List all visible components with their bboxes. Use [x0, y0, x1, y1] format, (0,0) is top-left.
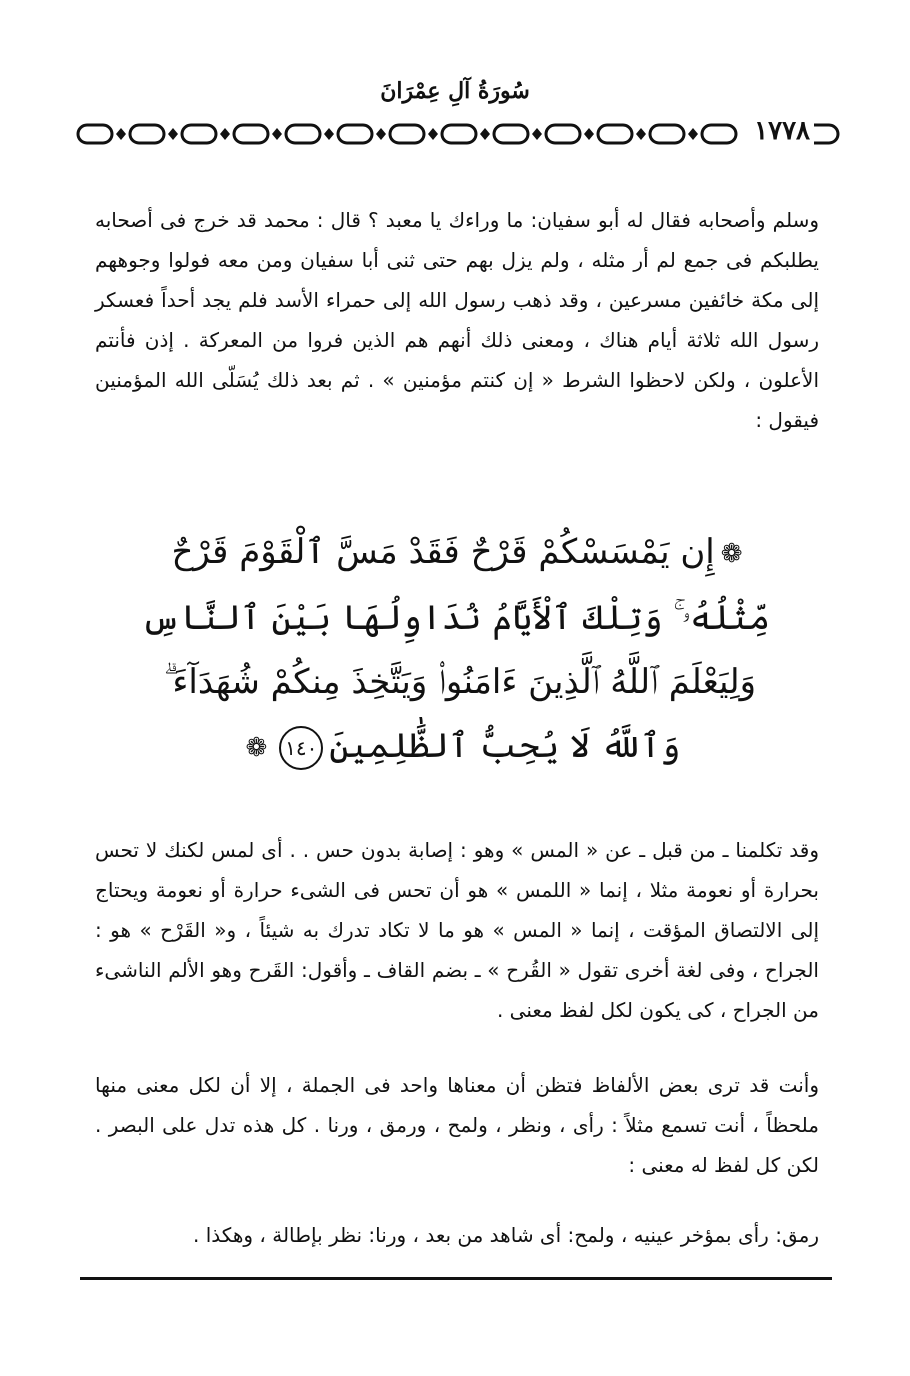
verse-start-ornament-icon: ❁	[720, 539, 743, 569]
page-number: ١٧٧٨	[750, 116, 814, 146]
commentary-paragraph-2: وقد تكلمنا ـ من قبل ـ عن « المس » وهو : إصابة بدون حس . . أى لمس لكنك لا تحس بحرارة أو نعومة مثلا ، إنما « اللمس » هو أن تحس فى الشىء حرارة أو نعومة ويحتاج إلى الالتصاق المؤقت ، إنما « المس » هو ما لا تكاد تدرك به شيئاً ، و« القَرْح » هو : الجراح ، وفى لغة أخرى تقول « القُرح » ـ بضم القاف ـ وأقول: القَرح وهو الألم الناشىء من الجراح ، كى يكون لكل لفظ معنى .	[95, 838, 819, 1022]
verse-end-ornament-icon: ❁	[245, 733, 268, 763]
commentary-paragraph-1: وسلم وأصحابه فقال له أبو سفيان: ما وراءك يا معبد ؟ قال : محمد قد خرج فى أصحابه يطلبكم فى جمع لم أر مثله ، ولم يزل بهم حتى ثنى أبا سفيان ومن معه فولوا وجوههم إلى مكة خائفين مسرعين ، وقد ذهب رسول الله إلى حمراء الأسد فلم يجد أحداً فعسكر رسول الله ثلاثة أيام هناك ، ومعنى ذلك أنهم هم الذين فروا من المعركة . إذن فأنتم الأعلون ، ولكن لاحظوا الشرط « إن كنتم مؤمنين » . ثم بعد ذلك يُسَلّى الله المؤمنين فيقول :	[95, 208, 819, 432]
verse-line-1-text: إِن يَمْسَسْكُمْ قَرْحٌ فَقَدْ مَسَّ ٱلْقَوْمَ قَرْحٌ	[171, 532, 715, 572]
ayah-number-badge: ١٤٠	[279, 726, 323, 770]
bottom-divider	[80, 1277, 832, 1280]
verse-line-4	[150, 714, 770, 780]
commentary-paragraph-3: وأنت قد ترى بعض الألفاظ فتظن أن معناها واحد فى الجملة ، إلا أن لكل معنى منها ملحظاً ، أنت تسمع مثلاً : رأى ، ونظر ، ولمح ، ورمق ، ورنا . كل هذه تدل على البصر . لكن كل لفظ له معنى :	[95, 1073, 819, 1177]
verse-line-1	[150, 520, 770, 586]
verse-line-4-text: وَٱللَّهُ لَا يُحِبُّ ٱلظَّٰلِمِينَ	[329, 726, 681, 766]
commentary-paragraph-4: رمق: رأى بمؤخر عينيه ، ولمح: أى شاهد من بعد ، ورنا: نظر بإطالة ، وهكذا .	[193, 1223, 819, 1247]
quran-verse-block	[141, 520, 770, 780]
verse-line-3: وَلِيَعْلَمَ ٱللَّهُ ٱلَّذِينَ ءَامَنُوا۟ وَيَتَّخِذَ مِنكُمْ شُهَدَآءَ ۗ	[163, 662, 757, 702]
verse-line-2: مِّثْلُهُۥ ۚ وَتِلْكَ ٱلْأَيَّامُ نُدَاوِلُهَا بَيْنَ ٱلنَّاسِ	[141, 598, 770, 638]
header-ornament-border	[74, 118, 844, 150]
surah-title: سُورَةُ آلِ عِمْرَانَ	[380, 78, 530, 104]
